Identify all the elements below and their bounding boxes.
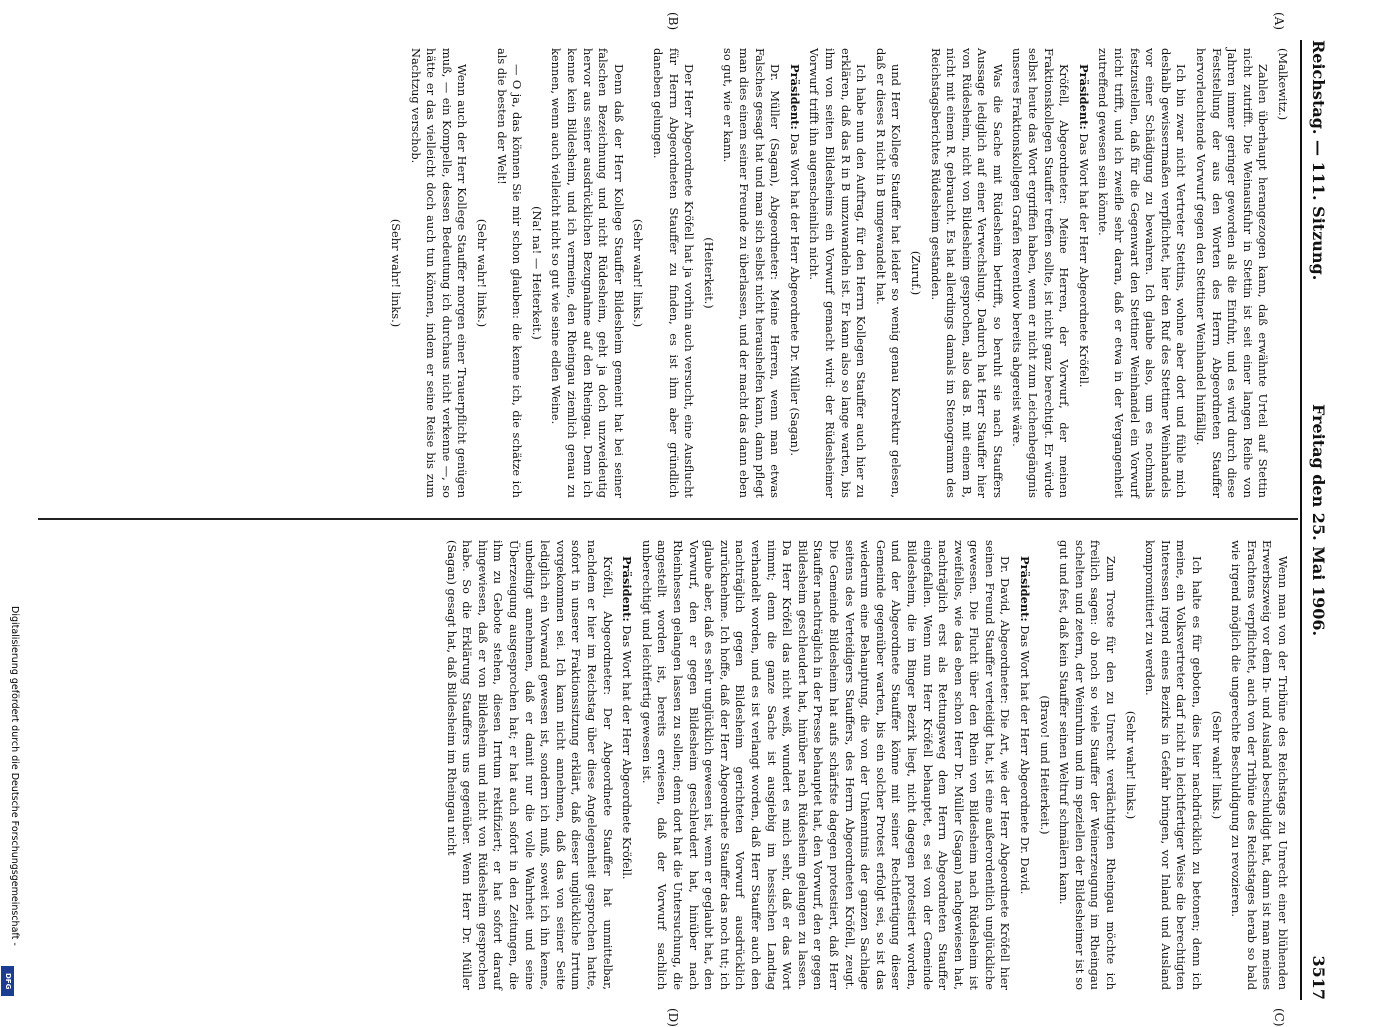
paragraph: Was die Sache mit Rüdesheim betrifft, so beruht sie nach Stauffers Aussage lediglich auf einer Verwechslung. Dadurch hat Herr Stauffer hier von Rüdesheim, nicht von Bildesheim gesprochen, also das B. mit einem B, nicht mit einem R. gebraucht. Es hat allerdings damals im Stenogramm des Reichstagsberichtes Rüdesheim gestanden. bbox=[928, 48, 1005, 498]
paragraph: Wenn man von der Tribüne des Reichstags zu Unrecht einer blühenden Erwerbszweig vor dem In- und Ausland beschuldigt hat, dann ist man meines Erachtens verpflichtet, auch von der Tribüne des Reichstages herab so bald wie irgend möglich die ungerechte Beschuldigung zu revozieren. bbox=[1229, 540, 1290, 990]
margin-marker-a: (A) bbox=[1272, 12, 1286, 31]
paragraph: (Heiterkeit.) bbox=[701, 237, 716, 309]
left-column bbox=[384, 48, 1290, 498]
margin-marker-b: (B) bbox=[666, 12, 680, 31]
paragraph bbox=[786, 48, 802, 498]
paragraph: (Sehr wahr! links.) bbox=[475, 218, 490, 328]
paragraph: Dr. Müller (Sagan), Abgeordneter: Meine Herren, wenn man etwas Falsches gesagt hat und man sich selbst nicht heraushelfen kann, dann pflegt man dies einem seiner Freunde zu überlassen, und der macht das dann eben so gut, wie er kann. bbox=[721, 48, 783, 498]
paragraph: (Sehr wahr! links.) bbox=[1123, 710, 1138, 820]
paragraph: (Na! na! — Heiterkeit.) bbox=[529, 206, 544, 340]
page-number: 3517 bbox=[1309, 955, 1328, 1000]
right-column bbox=[439, 540, 1290, 990]
paragraph bbox=[1075, 48, 1091, 498]
paragraph: Wenn auch der Herr Kollege Stauffer morgen einer Trauerpflicht genügen muß, — ein Kompelle, dessen Bedeutung ich durchaus nicht verkenne —, so hätte er das vielleicht doch auch tun können, indem er seine Reise bis zum Nachtzug verschob. bbox=[408, 48, 470, 498]
paragraph: Ich halte es für geboten, dies hier nachdrücklich zu betonen; denn ich meine, ein Volksvertreter darf nicht in leichtfertiger Weise die berechtigten Interessen irgend eines Bezirks in Gefahr bringen, vor Inland und Ausland kompromittiert zu werden. bbox=[1143, 540, 1205, 990]
paragraph: und Herr Kollege Stauffer hat leider so wenig genau Korrektur gelesen, daß er dieses R nicht in B umgewandelt hat. bbox=[873, 48, 904, 498]
paragraph: (Sehr wahr! links.) bbox=[389, 218, 404, 328]
page-header bbox=[1300, 40, 1330, 1000]
paragraph: (Sehr wahr! links.) bbox=[1209, 710, 1224, 820]
paragraph: Kröfell, Abgeordneter: Meine Herren, der Vorwurf, der meinen Fraktionskollegen Stauffer treffen sollte, ist nicht ganz berechtigt. Er würde selbst heute das Wort ergriffen haben, wenn er nicht zum Leichenbegängnis unseres Fraktionskollegen Grafen Reventlow bereits abgereist wäre. bbox=[1010, 48, 1072, 498]
paragraph: Ich bin zwar nicht Vertreter Stettins, wohne aber dort und fühle mich deshalb gewissermaßen verpflichtet, hier den Ruf des Stettiner Weinhandels vor einer Schädigung zu bewahren. Ich glaube also, um es nochmals festzustellen, daß für die Gegenwart den Stettiner Weinhandel ein Vorwurf nicht trifft, und ich zweifle sehr daran, daß er etwa in der Vergangenheit zutreffend gewesen sein könnte. bbox=[1096, 48, 1189, 498]
header-date: Freitag den 25. Mai 1906. bbox=[1309, 403, 1328, 637]
rotated-page bbox=[30, 12, 1330, 1027]
paragraph bbox=[1017, 540, 1033, 990]
speech-text: Das Wort hat der Herr Abgeordnete Dr. David. bbox=[1018, 621, 1033, 895]
column-divider bbox=[38, 518, 1298, 520]
speech-text: Das Wort hat der Herr Abgeordnete Kröfell. bbox=[620, 621, 635, 880]
paragraph: (Zuruf.) bbox=[908, 250, 923, 296]
header-session: Reichstag. — 111. Sitzung. bbox=[1309, 40, 1328, 281]
margin-marker-d: (D) bbox=[666, 1008, 680, 1027]
paragraph: (Malkewitz.) bbox=[1276, 48, 1290, 121]
paragraph: Kröfell, Abgeordneter: Der Abgeordnete Stauffer hat unmittelbar, nachdem er hier im Reichstag über diese Angelegenheit gesprochen hatte, sofort in unserer Fraktionssitzung erklärt, daß dieser unglückliche Irrtum vorgekommen sei. Ich kann nicht annehmen, daß das von seiner Seite lediglich ein Vorwand gewesen ist, sondern ich muß, soweit ich ihn kenne, unbedingt annehmen, daß er damit nur die volle Wahrheit und seine Überzeugung ausgesprochen hat; er hat auch sofort in den Zeitungen, die ihm zu Gebote stehen, diesen Irrtum rektifiziert; er hat sofort darauf hingewiesen, daß er von Bildesheim und nicht von Rüdesheim gesprochen habe. So die Erklärung Stauffers uns gegenüber. Wenn Herr Dr. Müller (Sagan) gesagt hat, daß Bildesheim im Rheingau nicht bbox=[444, 540, 615, 990]
paragraph: Der Herr Abgeordnete Kröfell hat ja vorhin auch versucht, eine Ausflucht für Herrn Abgeordneten Stauffer zu finden, es ist ihm aber gründlich daneben gelungen. bbox=[651, 48, 697, 498]
paragraph bbox=[619, 540, 635, 990]
dfg-logo: DFG bbox=[1, 966, 14, 996]
paragraph: — O ja, das können Sie mir schon glauben: die kenne ich, die schätze ich als die besten der Welt! bbox=[494, 48, 525, 498]
paragraph: Zum Troste für den zu Unrecht verdächtigten Rheingau möchte ich freilich sagen: ob noch so viele Stauffer der Weinerzeugung im Rheingau schelten und zetern, der Weinruhm und im speziellen der Bildesheimer ist so gut und fest, daß kein Stauffer seinen Weltruf schmälern kann. bbox=[1057, 540, 1119, 990]
dfg-footer-text: Digitalisierung gefördert durch die Deutsche Forschungsgemeinschaft - bbox=[9, 606, 20, 946]
speaker-label: Präsident: bbox=[1018, 556, 1033, 622]
speaker-label: Präsident: bbox=[1076, 64, 1091, 130]
speaker-label: Präsident: bbox=[620, 556, 635, 622]
paragraph: Zahlen überhaupt herangezogen kann, daß erwähnte Urteil auf Stettin nicht zutrifft. Die Weinausfuhr in Stettin ist seit einer langen Reihe von Jahren immer geringer geworden als die Einfuhr, und es wird durch diese Feststellung der aus den Worten des Herrn Abgeordneten Stauffer hervorleuchtende Vorwurf gegen den Stettiner Weinhandel hinfällig. bbox=[1194, 48, 1271, 498]
paragraph: (Bravo! und Heiterkeit.) bbox=[1037, 695, 1052, 835]
paragraph: Dr. David, Abgeordneter: Die Art, wie der Herr Abgeordnete Kröfell hier seinen Freund Stauffer verteidigt hat, ist eine außerordentlich unglückliche gewesen. Die Flucht über den Rhein von Bildesheim nach Rüdesheim ist zweifellos, wie das eben schon Herr Dr. Müller (Sagan) nachgewiesen hat, nachträglich erst als Rettungsweg dem Herrn Abgeordneten Stauffer eingefallen. Wenn nun Herr Kröfell behauptet, es sei von der Gemeinde Bildesheim, die im Binger Bezirk liegt, nicht dagegen protestiert worden, und der Abgeordnete Stauffer könne mit seiner Rechtfertigung dieser Gemeinde gegenüber warten, bis ein solcher Protest erfolgt sei, so ist das wiederum eine Behauptung, die von der Unkenntnis der ganzen Sachlage seitens des Verteidigers Stauffers, des Herrn Abgeordneten Kröfell, zeugt. Die Gemeinde Bildesheim hat aufs schärfste dagegen protestiert, daß Herr Stauffer nachträglich in der Presse behauptet hat, den Vorwurf, den er gegen Bildesheim geschleudert hat, hinüber nach Rüdesheim gelangen zu lassen. Da Herr Kröfell das nicht weiß, wundert es mich sehr, daß er das Wort nimmt; denn die ganze Sache ist ausgiebig im hessischen Landtag verhandelt worden, und es ist verlangt worden, daß Herr Stauffer auch den nachträglich gegen Bildesheim gerichteten Vorwurf ausdrücklich zurücknehme. Ich hoffe, daß der Herr Abgeordnete Stauffer das noch tut; ich glaube aber, daß es sehr unglücklich gewesen ist, wenn er geglaubt hat, den Vorwurf, den er gegen Bildesheim geschleudert hat, hinüber nach Rheinhessen gelangen lassen zu sollen; denn dort hat die Untersuchung, die angestellt worden ist, bereits erwiesen, daß der Vorwurf sachlich unberechtigt und leichtfertig gewesen ist. bbox=[639, 540, 1013, 990]
paragraph: Ich habe nun den Auftrag, für den Herrn Kollegen Stauffer auch hier zu erklären, daß das R in B umzuwandeln ist. Er kann also so lange warten, bis ihm von seiten Bildesheims ein Vorwurf gemacht wird: der Rüdesheimer Vorwurf trifft ihn augenscheinlich nicht. bbox=[807, 48, 869, 498]
speaker-label: Präsident: bbox=[787, 64, 802, 130]
speech-text: Das Wort hat der Herr Abgeordnete Kröfell. bbox=[1076, 129, 1091, 388]
paragraph: Denn daß der Herr Kollege Stauffer Bildesheim gemeint hat bei seiner falschen Bezeichnung und nicht Rüdesheim, geht ja doch unzweideutig hervor aus seiner ausdrücklichen Bezugnahme auf den Rheingau. Denn ich kenne kein Bildesheim, und ich vermeine, den Rheingau ziemlich genau zu kennen, wenn auch vielleicht nicht so gut wie seine edlen Weine. bbox=[549, 48, 626, 498]
margin-marker-c: (C) bbox=[1272, 1008, 1286, 1027]
paragraph: (Sehr wahr! links.) bbox=[631, 218, 646, 328]
speech-text: Das Wort hat der Herr Abgeordnete Dr. Müller (Sagan). bbox=[787, 129, 802, 457]
